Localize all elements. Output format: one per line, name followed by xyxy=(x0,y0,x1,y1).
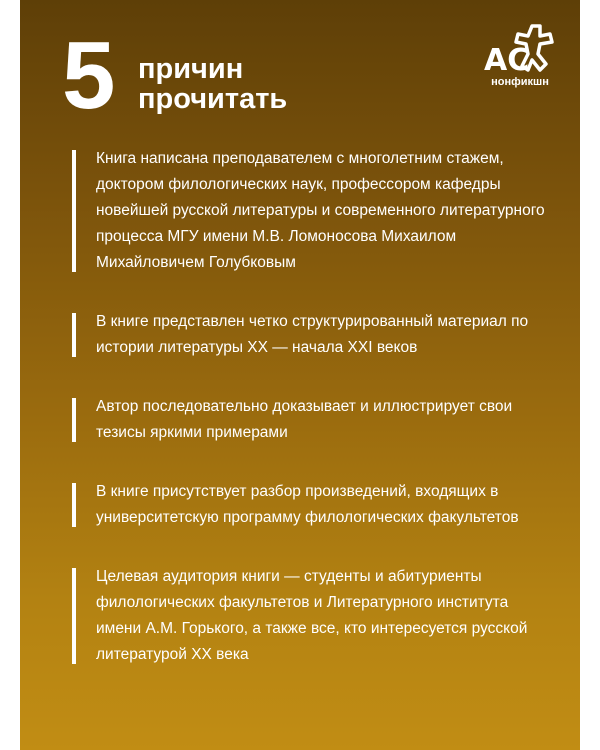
bullet-bar xyxy=(72,313,76,357)
reason-text: Целевая аудитория книги — студенты и абитуриенты филологических факультетов и Литературного института имени А.М. Горького, а также все, кто интересуется русской литературой XX века xyxy=(96,568,528,663)
promo-card xyxy=(20,0,580,750)
publisher-logo xyxy=(480,20,560,95)
bullet-bar xyxy=(72,483,76,527)
bullet-bar xyxy=(72,398,76,442)
ast-logo-icon xyxy=(480,20,560,78)
bullet-bar xyxy=(72,568,76,664)
bullet-bar xyxy=(72,150,76,272)
title-line-1: причин xyxy=(138,53,244,85)
list-item xyxy=(72,564,552,668)
reasons-list xyxy=(72,146,552,701)
logo-mark: АС xyxy=(484,43,530,78)
title-line-2: прочитать xyxy=(138,83,288,115)
reason-text: В книге присутствует разбор произведений, входящих в университетскую программу филологических факультетов xyxy=(96,483,519,526)
logo-subtitle: нонфикшн xyxy=(491,76,549,88)
list-item xyxy=(72,479,552,531)
reasons-count: 5 xyxy=(62,22,114,129)
header xyxy=(62,22,362,129)
list-item xyxy=(72,309,552,361)
reason-text: В книге представлен четко структурированный материал по истории литературы XX — начала XXI веков xyxy=(96,313,529,356)
reason-text: Автор последовательно доказывает и иллюстрирует свои тезисы яркими примерами xyxy=(96,398,513,441)
reason-text: Книга написана преподавателем с многолетним стажем, доктором филологических наук, профессором кафедры новейшей русской литературы и современного литературного процесса МГУ имени М.В. Ломоносова Михаилом Михайловичем Голубковым xyxy=(96,150,545,271)
list-item xyxy=(72,394,552,446)
list-item xyxy=(72,146,552,276)
